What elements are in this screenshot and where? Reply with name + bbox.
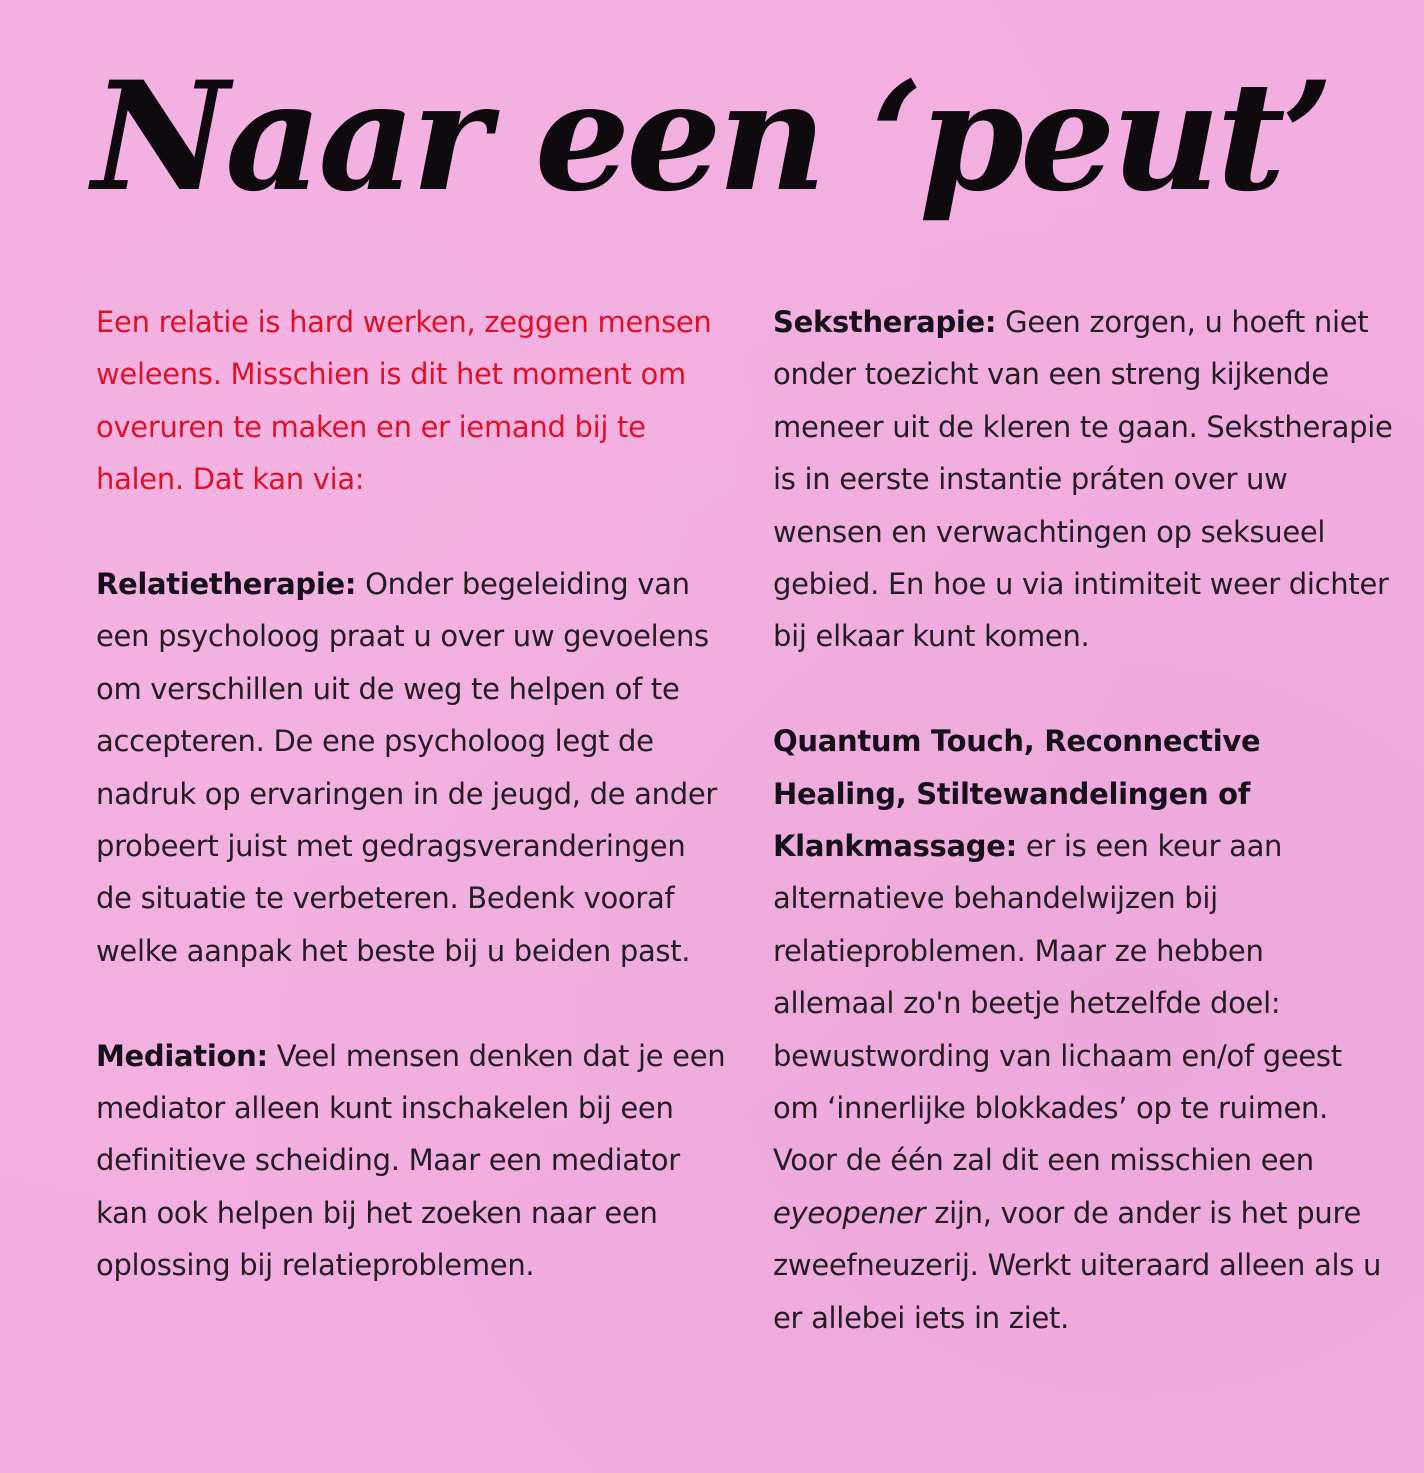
article-title: Naar een ‘peut’: [92, 49, 1330, 225]
emphasis-word: eyeopener: [773, 1195, 926, 1230]
section-relatietherapie: [96, 558, 726, 977]
left-column: [96, 296, 726, 1292]
section-text: Veel mensen denken dat je een mediator alleen kunt inschakelen bij een definitieve scheiding. Maar een mediator kan ook helpen bij het zoeken naar een oplossing bij relatieproblemen.: [96, 1038, 726, 1283]
section-term: Sekstherapie:: [773, 305, 997, 339]
section-alternatief: [773, 715, 1393, 1344]
section-term: Mediation:: [96, 1038, 268, 1073]
section-text: zijn, voor de ander is het pure zweefneuzerij. Werkt uiteraard alleen als u er allebei iets in ziet.: [773, 1195, 1382, 1335]
section-term: Relatietherapie:: [96, 567, 357, 602]
section-term: Quantum Touch, Reconnective Healing, Stiltewandelingen of Klankmassage:: [773, 724, 1261, 864]
section-mediation: [96, 1030, 726, 1292]
right-column: [773, 296, 1393, 1344]
section-text: er is een keur aan alternatieve behandelwijzen bij relatieproblemen. Maar ze hebben allemaal zo'n beetje hetzelfde doel: bewustwording van lichaam en/of geest om ‘innerlijke blokkades’ op te ruimen. Voor de één zal dit een misschien een: [773, 829, 1342, 1178]
section-text: Onder begeleiding van een psycholoog praat u over uw gevoelens om verschillen uit de weg te helpen of te accepteren. De ene psycholoog legt de nadruk op ervaringen in de jeugd, de ander probeert juist met gedragsveranderingen de situatie te verbeteren. Bedenk vooraf welke aanpak het beste bij u beiden past.: [96, 567, 717, 968]
section-sekstherapie: [773, 296, 1393, 663]
section-text: Geen zorgen, u hoeft niet onder toezicht van een streng kijkende meneer uit de kleren te gaan. Sekstherapie is in eerste instantie práten over uw wensen en verwachtingen op seksueel gebied. En hoe u via intimiteit weer dichter bij elkaar kunt komen.: [773, 305, 1393, 654]
intro-paragraph: Een relatie is hard werken, zeggen mensen weleens. Misschien is dit het moment om overuren te maken en er iemand bij te halen. Dat kan via:: [96, 305, 712, 497]
